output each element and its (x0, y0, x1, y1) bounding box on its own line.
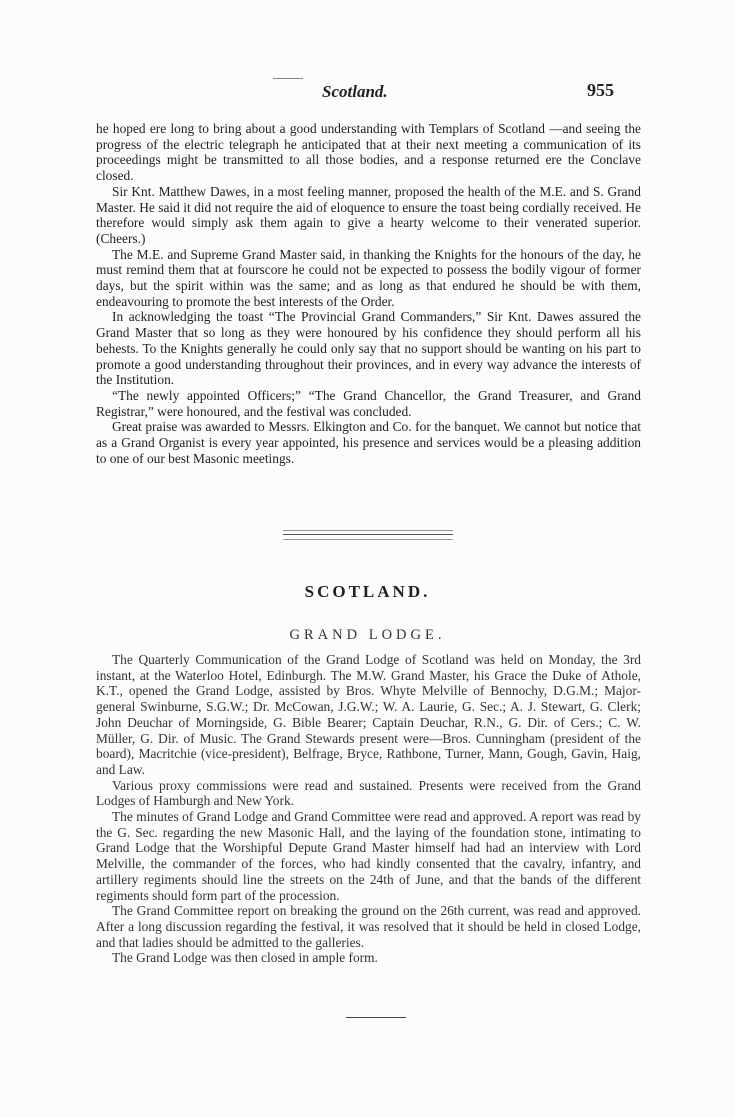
paragraph: “The newly appointed Officers;” “The Grand Chancellor, the Grand Treasurer, and Grand Registrar,” were honoured, and the festival was concluded. (96, 387, 641, 419)
paragraph: The minutes of Grand Lodge and Grand Committee were read and approved. A report was read by the G. Sec. regarding the new Masonic Hall, and the laying of the foundation stone, intimating to Grand Lodge that the Worshipful Depute Grand Master himself had had an interview with Lord Melville, the commander of the forces, who had kindly consented that the cavalry, infantry, and artillery regiments should line the streets on the 24th of June, and that the bands of the different regiments should form part of the procession. (96, 809, 641, 903)
running-title: Scotland. (322, 82, 388, 101)
paragraph: Great praise was awarded to Messrs. Elkington and Co. for the banquet. We cannot but notice that as a Grand Organist is every year appointed, his presence and services would be a pleasing addition to one of our best Masonic meetings. (96, 419, 641, 466)
page-number: 955 (587, 80, 614, 100)
header-rule (273, 78, 303, 79)
paragraph: The Grand Lodge was then closed in ample form. (112, 950, 378, 966)
paragraph: The Quarterly Communication of the Grand Lodge of Scotland was held on Monday, the 3rd instant, at the Waterloo Hotel, Edinburgh. The M.W. Grand Master, his Grace the Duke of Athole, K.T., opened the Grand Lodge, assisted by Bros. Whyte Melville of Bennochy, D.G.M.; Major-general Swinburne, S.G.W.; Dr. McCowan, J.G.W.; W. A. Laurie, G. Sec.; A. J. Stewart, G. Clerk; John Deuchar of Morningside, G. Bible Bearer; Captain Deuchar, R.N., G. Dir. of Cers.; C. W. Müller, G. Dir. of Music. The Grand Stewards present were—Bros. Cunningham (president of the board), Macritchie (vice-president), Belfrage, Bryce, Rathbone, Turner, Mann, Gough, Gavin, Haig, and Law. (96, 652, 641, 777)
paragraph: Various proxy commissions were read and sustained. Presents were received from the Grand Lodges of Hamburgh and New York. (96, 777, 641, 809)
paragraph: The Grand Committee report on breaking the ground on the 26th current, was read and approved. After a long discussion regarding the festival, it was resolved that it should be held in closed Lodge, and that ladies should be admitted to the galleries. (96, 903, 641, 950)
paragraph: Sir Knt. Matthew Dawes, in a most feeling manner, proposed the health of the M.E. and S. Grand Master. He said it did not require the aid of eloquence to ensure the toast being cordially received. He therefore would simply ask them again to give a hearty welcome to their venerated superior. (Cheers.) (96, 183, 641, 246)
section-divider (283, 534, 453, 535)
section-divider (283, 530, 453, 531)
section-subtitle: GRAND LODGE. (289, 627, 446, 643)
article-continuation (96, 121, 641, 466)
paragraph: The M.E. and Supreme Grand Master said, in thanking the Knights for the honours of the day, he must remind them that at fourscore he could not be expected to possess the bodily vigour of former days, but the spirit within was the same; and as long as that endured he should be with them, endeavouring to promote the best interests of the Order. (96, 246, 641, 309)
end-rule (346, 1017, 406, 1018)
grand-lodge-report (96, 652, 641, 966)
section-divider (283, 539, 453, 540)
paragraph: In acknowledging the toast “The Provincial Grand Commanders,” Sir Knt. Dawes assured the Grand Master that so long as they were honoured by his confidence they should perform all his behests. To the Knights generally he could only say that no support should be wanting on his part to promote a good understanding throughout their provinces, and in every way advance the interests of the Institution. (96, 309, 641, 388)
paragraph: he hoped ere long to bring about a good understanding with Templars of Scotland —and seeing the progress of the electric telegraph he anticipated that at their next meeting a communication of its proceedings might be transmitted to all those bodies, and a response returned ere the Conclave closed. (96, 121, 641, 184)
section-title: SCOTLAND. (304, 582, 431, 601)
